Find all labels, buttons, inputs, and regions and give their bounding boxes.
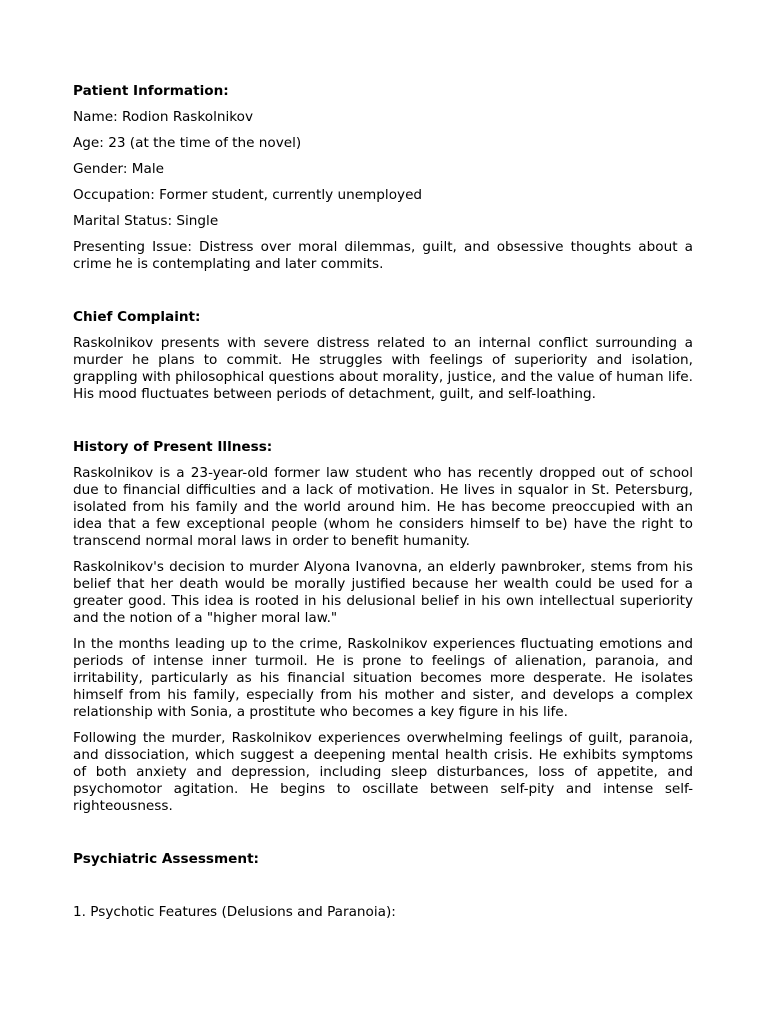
chief-complaint-heading: Chief Complaint: (73, 309, 201, 325)
history-paragraph: In the months leading up to the crime, Raskolnikov experiences fluctuating emotions and periods of intense inner turmoil. He is prone to feelings of alienation, paranoia, and irritability, particularly as his financial situation becomes more desperate. He isolates himself from his family, especially from his mother and sister, and develops a complex relationship with Sonia, a prostitute who becomes a key figure in his life. (73, 636, 693, 720)
history-paragraph: Raskolnikov's decision to murder Alyona Ivanovna, an elderly pawnbroker, stems from his belief that her death would be morally justified because her wealth could be used for a greater good. This idea is rooted in his delusional belief in his own intellectual superiority and the notion of a "higher moral law." (73, 559, 693, 626)
patient-gender: Gender: Male (73, 161, 164, 177)
patient-name: Name: Rodion Raskolnikov (73, 109, 253, 125)
document-page (73, 83, 693, 921)
patient-occupation: Occupation: Former student, currently unemployed (73, 187, 423, 203)
presenting-issue: Presenting Issue: Distress over moral dilemmas, guilt, and obsessive thoughts about a crime he is contemplating and later commits. (73, 239, 693, 272)
assessment-heading: Psychiatric Assessment: (73, 851, 259, 867)
chief-complaint-text: Raskolnikov presents with severe distress related to an internal conflict surrounding a murder he plans to commit. He struggles with feelings of superiority and isolation, grappling with philosophical questions about morality, justice, and the value of human life. His mood fluctuates between periods of detachment, guilt, and self-loathing. (73, 335, 693, 402)
history-heading: History of Present Illness: (73, 439, 273, 455)
assessment-item-1: 1. Psychotic Features (Delusions and Paranoia): (73, 904, 396, 920)
history-paragraph: Raskolnikov is a 23-year-old former law student who has recently dropped out of school due to financial difficulties and a lack of motivation. He lives in squalor in St. Petersburg, isolated from his family and the world around him. He has become preoccupied with an idea that a few exceptional people (whom he considers himself to be) have the right to transcend normal moral laws in order to benefit humanity. (73, 465, 693, 549)
history-paragraph: Following the murder, Raskolnikov experiences overwhelming feelings of guilt, paranoia, and dissociation, which suggest a deepening mental health crisis. He exhibits symptoms of both anxiety and depression, including sleep disturbances, loss of appetite, and psychomotor agitation. He begins to oscillate between self-pity and intense self-righteousness. (73, 730, 693, 814)
patient-age: Age: 23 (at the time of the novel) (73, 135, 302, 151)
patient-info-heading: Patient Information: (73, 83, 229, 99)
patient-marital-status: Marital Status: Single (73, 213, 219, 229)
